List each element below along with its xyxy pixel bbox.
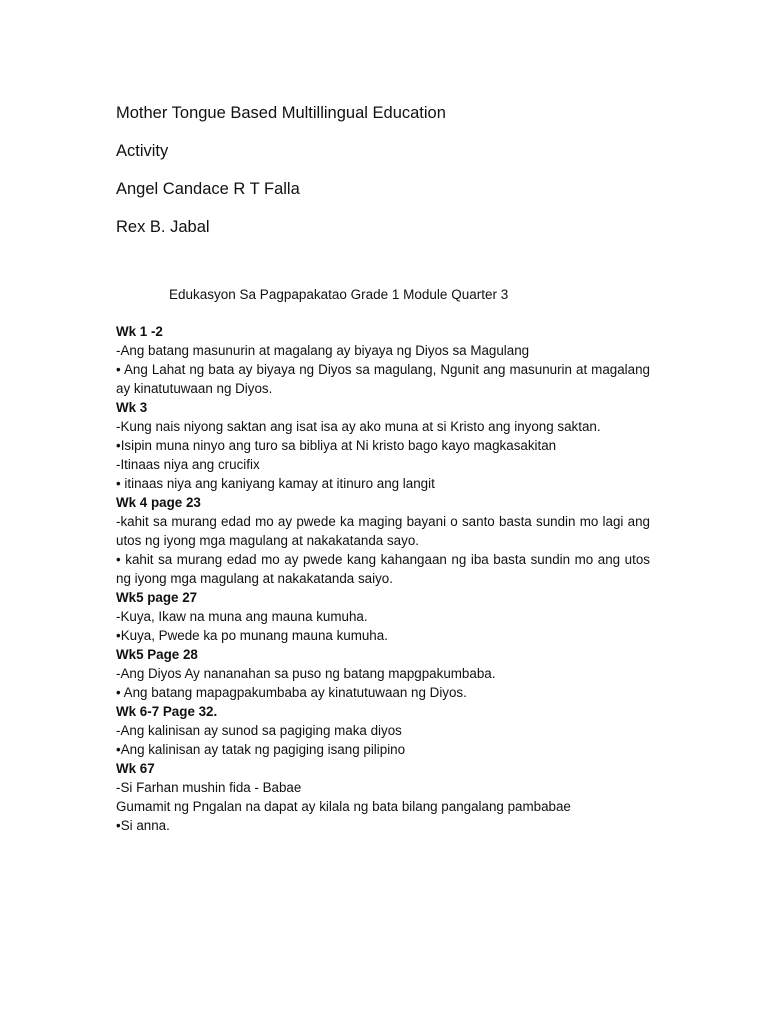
section-line: -Kuya, Ikaw na muna ang mauna kumuha. <box>116 609 368 624</box>
section-line: •Isipin muna ninyo ang turo sa bibliya at Ni kristo bago kayo magkasakitan <box>116 438 557 453</box>
section-line: •Ang kalinisan ay tatak ng pagiging isang pilipino <box>116 742 406 757</box>
section-wk-3 <box>116 398 650 493</box>
section-line: Gumamit ng Pngalan na dapat ay kilala ng bata bilang pangalang pambabae <box>116 799 571 814</box>
section-line: -Ang kalinisan ay sunod sa pagiging maka diyos <box>116 723 402 738</box>
section-line: •Kuya, Pwede ka po munang mauna kumuha. <box>116 628 388 643</box>
section-heading: Wk 4 page 23 <box>116 495 201 510</box>
section-line: -Si Farhan mushin fida - Babae <box>116 780 302 795</box>
section-wk-4 <box>116 493 650 588</box>
section-heading: Wk 67 <box>116 761 155 776</box>
section-line: -Itinaas niya ang crucifix <box>116 457 260 472</box>
section-wk5-page-28 <box>116 645 650 702</box>
section-heading: Wk 1 -2 <box>116 324 163 339</box>
activity-label: Activity <box>116 142 169 160</box>
teacher-name: Rex B. Jabal <box>116 218 210 236</box>
section-line: •Si anna. <box>116 818 170 833</box>
section-wk-6-7 <box>116 702 650 759</box>
section-line: -Ang Diyos Ay nananahan sa puso ng batang mapgpakumbaba. <box>116 666 496 681</box>
section-line: • kahit sa murang edad mo ay pwede kang kahangaan ng iba basta sundin mo ang utos ng iyong mga magulang at nakakatanda saiyo. <box>116 552 650 586</box>
student-name: Angel Candace R T Falla <box>116 180 300 198</box>
course-title: Mother Tongue Based Multillingual Education <box>116 104 446 122</box>
section-line: • Ang Lahat ng bata ay biyaya ng Diyos sa magulang, Ngunit ang masunurin at magalang ay kinatutuwaan ng Diyos. <box>116 362 650 396</box>
section-wk-1-2 <box>116 322 650 398</box>
document-header <box>116 102 656 254</box>
module-subtitle: Edukasyon Sa Pagpapakatao Grade 1 Module Quarter 3 <box>169 287 509 302</box>
section-wk5-page-27 <box>116 588 650 645</box>
section-heading: Wk5 page 27 <box>116 590 198 605</box>
section-heading: Wk 3 <box>116 400 148 415</box>
section-line: -Kung nais niyong saktan ang isat isa ay ako muna at si Kristo ang inyong saktan. <box>116 419 601 434</box>
section-heading: Wk 6-7 Page 32. <box>116 704 218 719</box>
section-line: • Ang batang mapagpakumbaba ay kinatutuwaan ng Diyos. <box>116 685 467 700</box>
section-line: -Ang batang masunurin at magalang ay biyaya ng Diyos sa Magulang <box>116 343 530 358</box>
section-heading: Wk5 Page 28 <box>116 647 198 662</box>
document-body <box>116 322 650 835</box>
section-line: -kahit sa murang edad mo ay pwede ka maging bayani o santo basta sundin mo lagi ang utos ng iyong mga magulang at nakakatanda sayo. <box>116 514 650 548</box>
section-line: • itinaas niya ang kaniyang kamay at itinuro ang langit <box>116 476 435 491</box>
section-wk-67 <box>116 759 650 835</box>
